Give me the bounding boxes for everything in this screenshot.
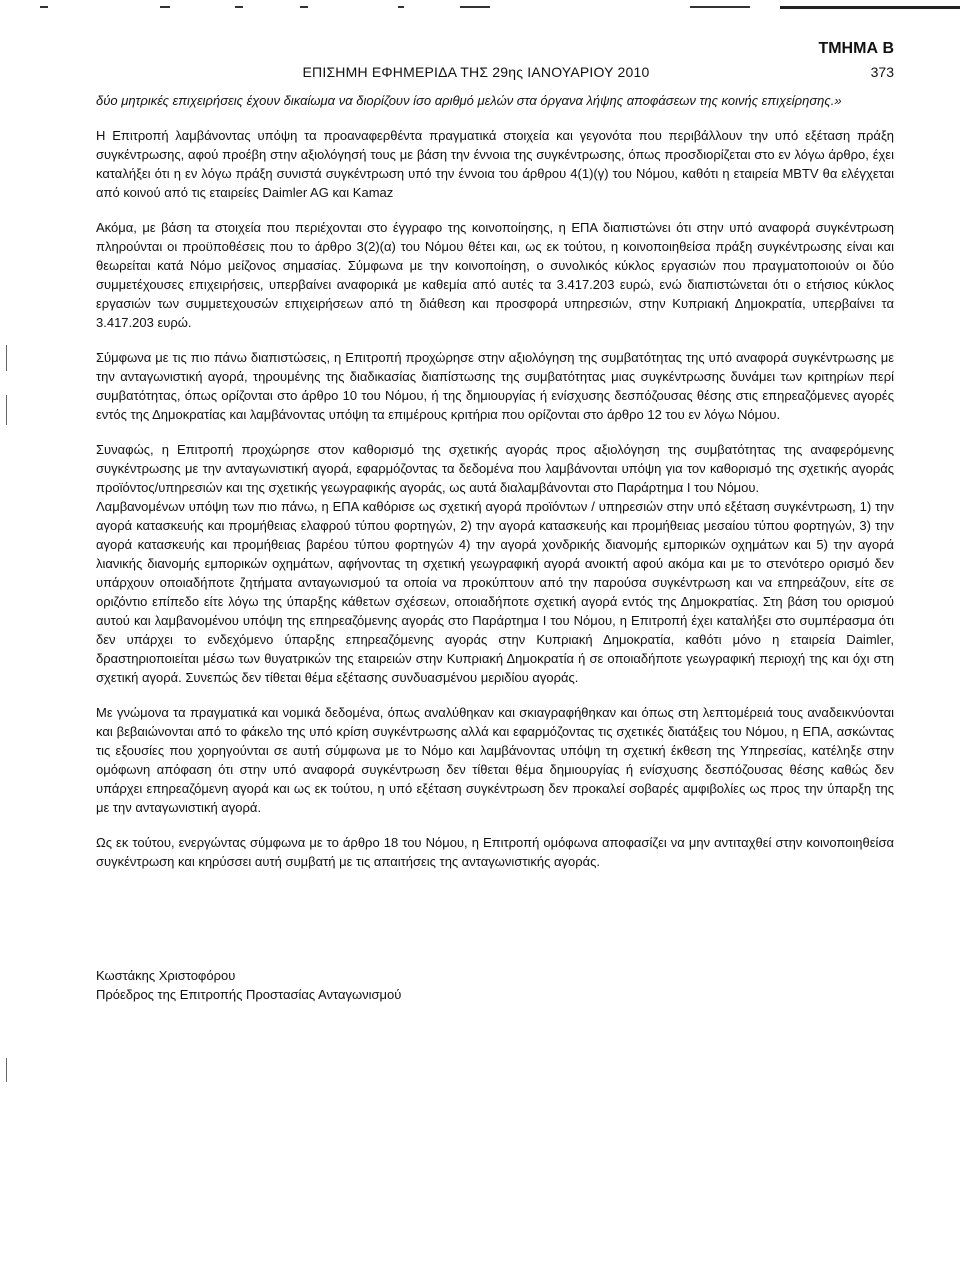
scan-mark [398, 6, 404, 8]
gazette-title: ΕΠΙΣΗΜΗ ΕΦΗΜΕΡΙΔΑ ΤΗΣ 29ης ΙΑΝΟΥΑΡΙΟΥ 2010 [302, 64, 650, 80]
signatory-title: Πρόεδρος της Επιτροπής Προστασίας Ανταγωνισμού [96, 987, 402, 1002]
signatory-name: Κωστάκης Χριστοφόρου [96, 968, 236, 983]
page-number: 373 [870, 64, 894, 80]
paragraph-market-definition: Λαμβανομένων υπόψη των πιο πάνω, η ΕΠΑ καθόρισε ως σχετική αγορά προϊόντων / υπηρεσιών στην υπό εξέταση συγκέντρωση, 1) την αγορά κατασκευής και προμήθειας ελαφρού τύπου φορτηγών, 2) την αγορά κατασκευής και προμήθειας μεσαίου τύπου φορτηγών, 3) την αγορά κατασκευής και προμήθειας βαρέου τύπου φορτηγών 4) την αγορά χονδρικής διανομής εμπορικών οχημάτων και 5) την αγορά λιανικής διανομής εμπορικών οχημάτων, αφήνοντας τη σχετική γεωγραφική αγορά ανοικτή αφού ακόμα και με το στενότερο ορισμό δεν υπάρχουν οποιαδήποτε ζητήματα ανταγωνισμού τα οποία να προκύπτουν από την παρούσα συγκέντρωση και να επηρεάζουν, είτε σε οριζόντιο επίπεδο είτε λόγω της ύπαρξης κάθετων σχέσεων, οποιαδήποτε σχετική αγορά εντός της Δημοκρατίας. Στη βάση του ορισμού αυτού και λαμβανομένου υπόψη της επηρεαζόμενης αγοράς στο Παράρτημα I του Νόμου, η Επιτροπή έχει καταλήξει στο συμπέρασμα ότι δεν υπάρχει το ενδεχόμενο ύπαρξης επηρεαζόμενης αγοράς στην Κυπριακή Δημοκρατία, καθότι μόνο η εταιρεία Daimler, δραστηριοποιείται μέσω των θυγατρικών της εταιρειών στην Κυπριακή Δημοκρατία ή σε οποιαδήποτε γεωγραφική περιοχή της και όχι στη σχετική αγορά. Συνεπώς δεν τίθεται θέμα εξέτασης συνδυασμένου μεριδίου αγοράς. [96, 499, 894, 685]
scan-mark [160, 6, 170, 8]
scan-mark [780, 6, 960, 9]
signature-block [96, 966, 401, 1004]
quoted-clause: δύο μητρικές επιχειρήσεις έχουν δικαίωμα να διορίζουν ίσο αριθμό μελών στα όργανα λήψης αποφάσεων της κοινής επιχείρησης.» [96, 93, 842, 108]
paragraph-major-importance: Ακόμα, με βάση τα στοιχεία που περιέχονται στο έγγραφο της κοινοποίησης, η ΕΠΑ διαπιστώνει ότι στην υπό αναφορά συγκέντρωση πληρούνται οι προϋποθέσεις που το άρθρο 3(2)(α) του Νόμου θέτει και, ως εκ τούτου, η κοινοποιηθείσα πράξη συγκέντρωσης είναι και θεωρείται κατά Νόμο μείζονος σημασίας. Σύμφωνα με την κοινοποίηση, ο συνολικός κύκλος εργασιών που πραγματοποιούν οι δύο συμμετέχουσες επιχειρήσεις, υπερβαίνει αναφορικά με καθεμία από αυτές τα 3.417.203 ευρώ, ενώ διαπιστώνεται ότι ο ετήσιος κύκλος εργασιών των συμμετεχουσών επιχειρήσεων από τη διάθεση και προσφορά υπηρεσιών, στην Κυπριακή Δημοκρατία, υπερβαίνει τα 3.417.203 ευρώ. [96, 220, 894, 330]
scan-edge-mark [6, 395, 7, 425]
scan-edge-mark [6, 345, 7, 371]
scan-mark [235, 6, 243, 8]
paragraph-conclusion: Με γνώμονα τα πραγματικά και νομικά δεδομένα, όπως αναλύθηκαν και σκιαγραφήθηκαν και όπως στη λεπτομέρειά τους αναδεικνύονται και βεβαιώνονται από το φάκελο της υπό κρίση συγκέντρωσης αλλά και εφαρμόζοντας τις σχετικές διατάξεις του Νόμου, η ΕΠΑ, ασκώντας τις εξουσίες που χορηγούνται σε αυτή σύμφωνα με το Νόμο και λαμβάνοντας υπόψη τη σχετική έκθεση της Υπηρεσίας, κατέληξε στην ομόφωνη απόφαση ότι στην υπό αναφορά συγκέντρωση δεν τίθεται θέμα δημιουργίας ή ενίσχυσης δεσπόζουσας θέσης καθώς δεν υπάρχει επηρεαζόμενη αγορά και ως εκ τούτου, η υπό εξέταση συγκέντρωση δεν προκαλεί σοβαρές αμφιβολίες ως προς την ύπαρξη της με την ανταγωνιστική αγορά. [96, 705, 894, 815]
scan-mark [460, 6, 490, 8]
scan-mark [690, 6, 750, 8]
scan-mark [300, 6, 308, 8]
section-label: ΤΜΗΜΑ Β [818, 40, 894, 57]
running-header [96, 64, 894, 86]
paragraph-concentration-assessment: Η Επιτροπή λαμβάνοντας υπόψη τα προαναφερθέντα πραγματικά στοιχεία και γεγονότα που περιβάλλουν την υπό εξέταση πράξη συγκέντρωσης, αφού προέβη στην αξιολόγησή τους με βάση την έννοια της συγκέντρωσης, όπως προσδιορίζεται στο εν λόγω άρθρο, έχει καταλήξει ότι η εν λόγω πράξη συνιστά συγκέντρωση υπό την έννοια του άρθρου 4(1)(γ) του Νόμου, καθότι η εταιρεία MBTV θα ελέγχεται από κοινού από τις εταιρείες Daimler AG και Kamaz [96, 128, 894, 200]
paragraph-relevant-market: Συναφώς, η Επιτροπή προχώρησε στον καθορισμό της σχετικής αγοράς προς αξιολόγηση της συμβατότητας της αναφερόμενης συγκέντρωσης με την ανταγωνιστική αγορά, εφαρμόζοντας τα δεδομένα που λαμβάνονται υπόψη για τον καθορισμό της σχετικής αγοράς προϊόντος/υπηρεσιών και της σχετικής γεωγραφικής αγοράς, ως αυτά διαλαμβάνονται στο Παράρτημα I του Νόμου. [96, 442, 894, 495]
scan-mark [40, 6, 48, 8]
document-page [96, 40, 894, 887]
paragraph-compatibility: Σύμφωνα με τις πιο πάνω διαπιστώσεις, η Επιτροπή προχώρησε στην αξιολόγηση της συμβατότητας της υπό αναφορά συγκέντρωσης με την ανταγωνιστική αγορά, τηρουμένης της διαδικασίας διαπίστωσης της συμβατότητας μιας συγκέντρωσης δυνάμει των κριτηρίων περί συμβατότητας, όπως ορίζονται στο άρθρο 10 του Νόμου, ή της δημιουργίας ή ενίσχυσης δεσπόζουσας θέσης στις επηρεαζόμενες αγορές εντός της Δημοκρατίας και λαμβάνοντας υπόψη τα επιμέρους κριτήρια που ορίζονται στο άρθρο 12 του εν λόγω Νόμου. [96, 350, 894, 422]
scan-edge-mark [6, 1058, 7, 1082]
scan-top-edge [0, 6, 960, 10]
paragraph-decision: Ως εκ τούτου, ενεργώντας σύμφωνα με το άρθρο 18 του Νόμου, η Επιτροπή ομόφωνα αποφασίζει να μην αντιταχθεί στην κοινοποιηθείσα συγκέντρωση και κηρύσσει αυτή συμβατή με τις απαιτήσεις της ανταγωνιστικής αγοράς. [96, 835, 894, 869]
